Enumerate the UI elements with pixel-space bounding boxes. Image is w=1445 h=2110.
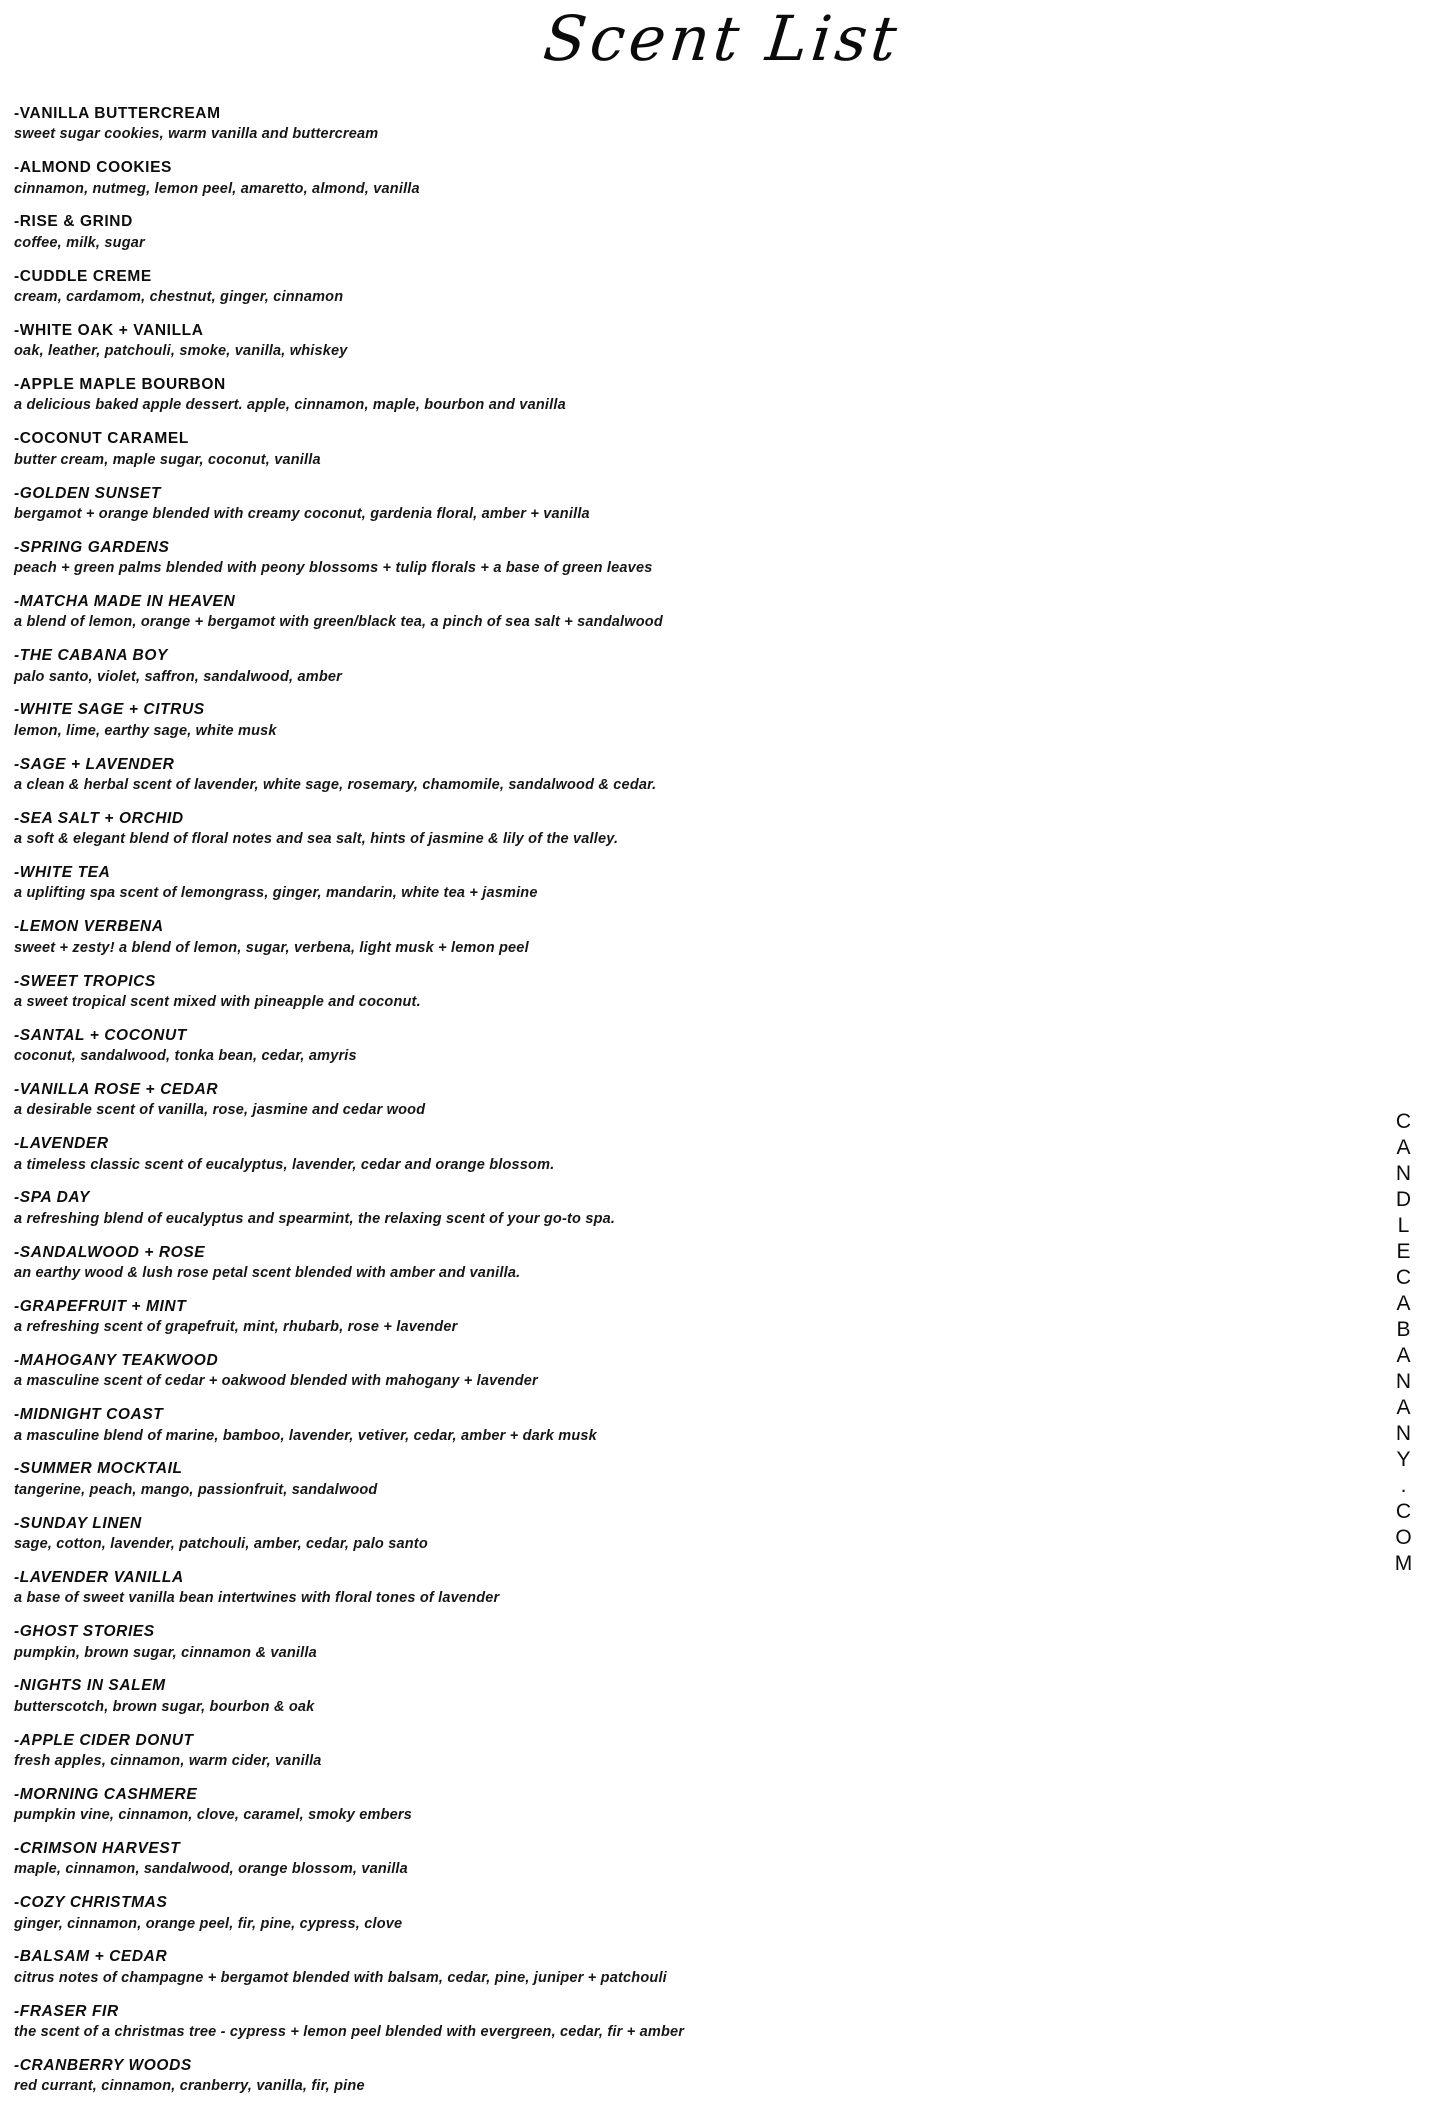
scent-description: coffee, milk, sugar [14,234,145,251]
scent-entry [14,1731,1334,1771]
scent-name: -MIDNIGHT COAST [14,1406,164,1424]
scent-entry [14,1405,1334,1445]
scent-name: -VANILLA BUTTERCREAM [14,105,221,122]
scent-name: -GHOST STORIES [14,1623,155,1641]
scent-name: -GRAPEFRUIT + MINT [14,1297,187,1315]
scent-entry [14,1297,1334,1337]
scent-description: a soft & elegant blend of floral notes and sea salt, hints of jasmine & lily of the valley. [14,831,619,848]
scent-entry [14,1026,1334,1066]
scent-name: -SEA SALT + ORCHID [14,809,184,827]
scent-description: a delicious baked apple dessert. apple, cinnamon, maple, bourbon and vanilla [14,397,566,414]
scent-entry [14,1893,1334,1933]
scent-name: -THE CABANA BOY [14,647,168,665]
scent-name: -BALSAM + CEDAR [14,1948,168,1966]
scent-name: -MAHOGANY TEAKWOOD [14,1352,219,1370]
scent-name: -WHITE OAK + VANILLA [14,321,204,339]
scent-name: -WHITE SAGE + CITRUS [14,701,205,719]
scent-description: ginger, cinnamon, orange peel, fir, pine, cypress, clove [14,1915,403,1932]
website-url: CANDLECABANANY.COM [1392,1110,1415,1578]
scent-description: pumpkin, brown sugar, cinnamon & vanilla [14,1644,317,1661]
scent-name: -APPLE CIDER DONUT [14,1731,194,1749]
scent-description: cinnamon, nutmeg, lemon peel, amaretto, almond, vanilla [14,180,420,197]
scent-entry [14,917,1334,957]
scent-name: -APPLE MAPLE BOURBON [14,376,226,394]
scent-entry [14,700,1334,740]
scent-entry [14,1243,1334,1283]
scent-entry [14,1568,1334,1608]
scent-description: a desirable scent of vanilla, rose, jasmine and cedar wood [14,1102,426,1119]
scent-description: a refreshing scent of grapefruit, mint, rhubarb, rose + lavender [14,1319,458,1336]
scent-description: red currant, cinnamon, cranberry, vanilla, fir, pine [14,2078,365,2095]
scent-name: -SANTAL + COCONUT [14,1026,187,1044]
scent-name: -VANILLA ROSE + CEDAR [14,1080,219,1098]
scent-entry [14,1134,1334,1174]
scent-entry [14,429,1334,469]
scent-description: a clean & herbal scent of lavender, white sage, rosemary, chamomile, sandalwood & cedar. [14,777,657,793]
scent-description: a uplifting spa scent of lemongrass, ginger, mandarin, white tea + jasmine [14,885,538,902]
scent-name: -COCONUT CARAMEL [14,430,189,448]
scent-entry [14,592,1334,632]
scent-description: peach + green palms blended with peony blossoms + tulip florals + a base of green leaves [14,560,653,577]
scent-description: a sweet tropical scent mixed with pineapple and coconut. [14,993,421,1010]
scent-entry [14,484,1334,524]
scent-description: coconut, sandalwood, tonka bean, cedar, amyris [14,1048,357,1065]
scent-description: maple, cinnamon, sandalwood, orange blossom, vanilla [14,1861,408,1878]
scent-list [14,104,1334,2110]
scent-name: -SANDALWOOD + ROSE [14,1243,206,1261]
scent-entry [14,104,1334,144]
scent-description: cream, cardamom, chestnut, ginger, cinnamon [14,289,344,306]
scent-description: sweet sugar cookies, warm vanilla and buttercream [14,126,379,143]
scent-description: lemon, lime, earthy sage, white musk [14,722,277,739]
scent-description: a base of sweet vanilla bean intertwines with floral tones of lavender [14,1590,500,1607]
scent-description: a blend of lemon, orange + bergamot with green/black tea, a pinch of sea salt + sandalwood [14,614,663,631]
scent-entry [14,1459,1334,1499]
scent-entry [14,212,1334,252]
scent-name: -SPA DAY [14,1189,90,1207]
scent-name: -LAVENDER VANILLA [14,1568,184,1586]
scent-name: -FRASER FIR [14,2002,119,2020]
scent-name: -CUDDLE CREME [14,267,152,285]
scent-entry [14,2056,1334,2096]
scent-entry [14,1188,1334,1228]
scent-name: -SPRING GARDENS [14,538,170,556]
scent-description: citrus notes of champagne + bergamot blended with balsam, cedar, pine, juniper + patchouli [14,1969,667,1986]
scent-name: -SWEET TROPICS [14,972,156,990]
scent-name: -SAGE + LAVENDER [14,755,175,773]
scent-entry [14,2002,1334,2042]
scent-entry [14,1785,1334,1825]
scent-name: -COZY CHRISTMAS [14,1894,168,1912]
scent-entry [14,267,1334,307]
scent-entry [14,1080,1334,1120]
scent-name: -SUNDAY LINEN [14,1514,142,1532]
scent-description: sweet + zesty! a blend of lemon, sugar, verbena, light musk + lemon peel [14,939,529,956]
scent-name: -GOLDEN SUNSET [14,484,162,502]
scent-entry [14,1839,1334,1879]
scent-name: -CRIMSON HARVEST [14,1840,181,1857]
scent-name: -LEMON VERBENA [14,918,164,936]
scent-entry [14,1947,1334,1987]
scent-name: -NIGHTS IN SALEM [14,1677,166,1695]
scent-name: -SUMMER MOCKTAIL [14,1460,183,1478]
scent-entry [14,538,1334,578]
scent-entry [14,375,1334,415]
scent-entry [14,863,1334,903]
scent-name: -ALMOND COOKIES [14,159,172,177]
title-container [0,0,1445,96]
scent-description: fresh apples, cinnamon, warm cider, vanilla [14,1752,322,1769]
scent-name: -RISE & GRIND [14,213,133,231]
scent-description: a masculine blend of marine, bamboo, lavender, vetiver, cedar, amber + dark musk [14,1427,597,1444]
scent-description: bergamot + orange blended with creamy coconut, gardenia floral, amber + vanilla [14,505,590,522]
scent-description: butterscotch, brown sugar, bourbon & oak [14,1698,315,1715]
scent-name: -MORNING CASHMERE [14,1785,198,1803]
scent-entry [14,972,1334,1012]
scent-entry [14,1514,1334,1554]
scent-name: -CRANBERRY WOODS [14,2056,192,2074]
scent-description: the scent of a christmas tree - cypress + lemon peel blended with evergreen, cedar, fir + amber [14,2024,685,2041]
scent-description: sage, cotton, lavender, patchouli, amber, cedar, palo santo [14,1536,428,1553]
scent-entry [14,755,1334,795]
scent-description: butter cream, maple sugar, coconut, vanilla [14,451,321,468]
scent-description: an earthy wood & lush rose petal scent blended with amber and vanilla. [14,1264,521,1281]
page-title: Scent List [540,2,905,75]
scent-description: a refreshing blend of eucalyptus and spearmint, the relaxing scent of your go-to spa. [14,1210,616,1227]
scent-description: a timeless classic scent of eucalyptus, lavender, cedar and orange blossom. [14,1156,555,1173]
scent-description: tangerine, peach, mango, passionfruit, sandalwood [14,1481,378,1498]
scent-name: -MATCHA MADE IN HEAVEN [14,592,236,610]
scent-entry [14,1676,1334,1716]
scent-entry [14,1622,1334,1662]
scent-entry [14,321,1334,361]
scent-description: pumpkin vine, cinnamon, clove, caramel, smoky embers [14,1807,413,1824]
scent-name: -LAVENDER [14,1135,109,1153]
scent-description: palo santo, violet, saffron, sandalwood, amber [14,668,342,685]
scent-entry [14,646,1334,686]
scent-entry [14,809,1334,849]
scent-entry [14,158,1334,198]
scent-description: oak, leather, patchouli, smoke, vanilla, whiskey [14,343,348,360]
scent-entry [14,1351,1334,1391]
scent-name: -WHITE TEA [14,864,111,882]
scent-description: a masculine scent of cedar + oakwood blended with mahogany + lavender [14,1373,538,1390]
